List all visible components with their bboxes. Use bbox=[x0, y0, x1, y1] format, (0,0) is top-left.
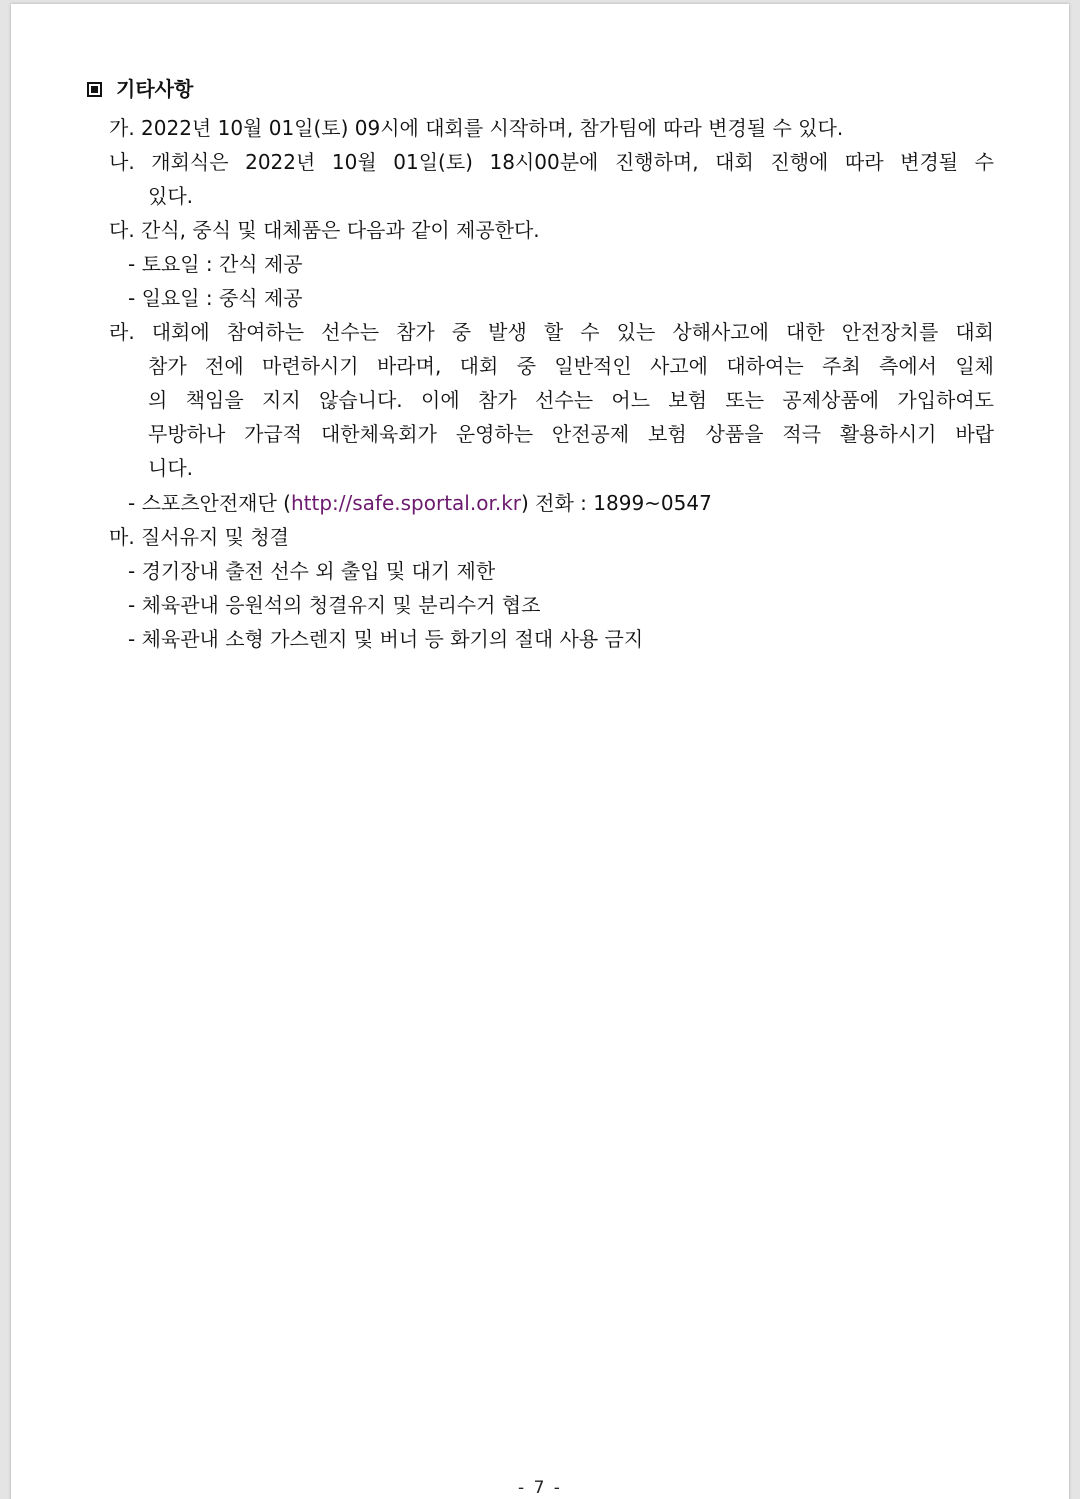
page-number: - 7 - bbox=[518, 1478, 562, 1498]
document-page bbox=[11, 4, 1069, 1499]
section-heading bbox=[87, 75, 193, 103]
item-da: 다. 간식, 중식 및 대체품은 다음과 같이 제공한다. bbox=[109, 218, 540, 242]
item-da-sub2: - 일요일 : 중식 제공 bbox=[128, 286, 303, 310]
item-ma-sub1: - 경기장내 출전 선수 외 출입 및 대기 제한 bbox=[128, 559, 496, 583]
item-da-sub1: - 토요일 : 간식 제공 bbox=[128, 252, 303, 276]
item-ma-sub2: - 체육관내 응원석의 청결유지 및 분리수거 협조 bbox=[128, 593, 541, 617]
item-ma: 마. 질서유지 및 청결 bbox=[109, 525, 289, 549]
item-ra-sub1 bbox=[128, 489, 712, 517]
safety-foundation-link[interactable]: http://safe.sportal.or.kr bbox=[290, 491, 522, 515]
item-ra-line5: 니다. bbox=[148, 456, 193, 480]
item-ra-line2: 참가 전에 마련하시기 바라며, 대회 중 일반적인 사고에 대하여는 주최 측에서 일체 bbox=[148, 354, 994, 378]
item-ma-sub3: - 체육관내 소형 가스렌지 및 버너 등 화기의 절대 사용 금지 bbox=[128, 627, 644, 651]
page-content bbox=[11, 4, 1069, 1499]
item-ra-line4: 무방하나 가급적 대한체육회가 운영하는 안전공제 보험 상품을 적극 활용하시기 바랍 bbox=[148, 422, 994, 446]
section-title: 기타사항 bbox=[116, 77, 194, 101]
item-na-line2: 있다. bbox=[148, 184, 193, 208]
item-na-line1: 나. 개회식은 2022년 10월 01일(토) 18시00분에 진행하며, 대회 진행에 따라 변경될 수 bbox=[109, 150, 994, 174]
safety-foundation-phone: ) 전화 : 1899~0547 bbox=[521, 491, 712, 515]
item-ga: 가. 2022년 10월 01일(토) 09시에 대회를 시작하며, 참가팀에 따라 변경될 수 있다. bbox=[109, 116, 844, 140]
safety-foundation-label: - 스포츠안전재단 ( bbox=[128, 491, 291, 515]
item-ra-line1: 라. 대회에 참여하는 선수는 참가 중 발생 할 수 있는 상해사고에 대한 안전장치를 대회 bbox=[109, 320, 994, 344]
square-bullet-icon bbox=[87, 82, 102, 97]
item-ra-line3: 의 책임을 지지 않습니다. 이에 참가 선수는 어느 보험 또는 공제상품에 가입하여도 bbox=[148, 388, 994, 412]
